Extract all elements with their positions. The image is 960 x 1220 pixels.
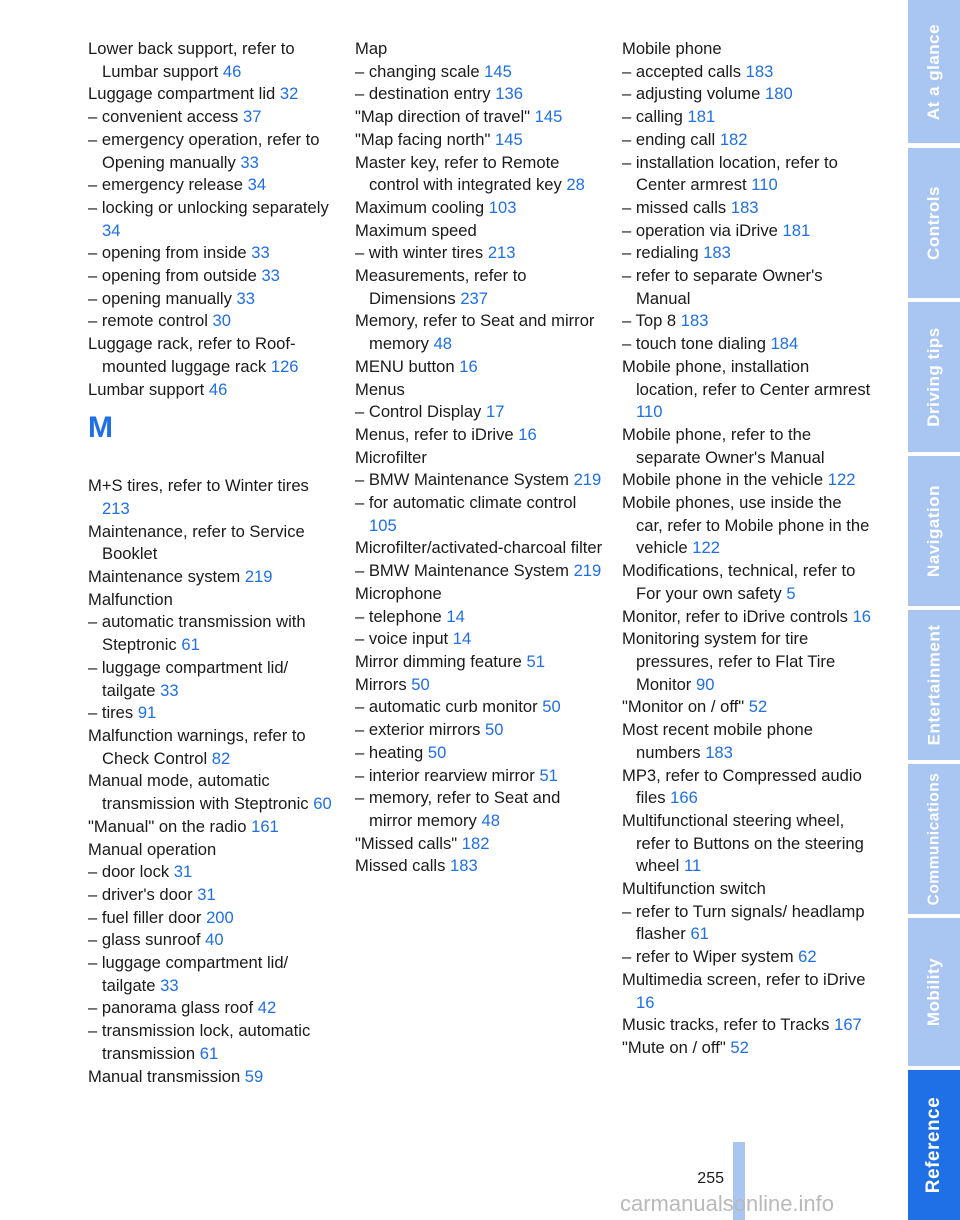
index-entry-text: Mirror dimming feature — [355, 651, 522, 671]
index-entry — [88, 106, 338, 129]
index-entry — [88, 38, 338, 83]
index-entry-text: Microphone — [355, 583, 442, 603]
index-entry-text: "Manual" on the radio — [88, 816, 247, 836]
page-reference-link[interactable]: 219 — [244, 567, 273, 587]
index-entry-text: – refer to Turn signals/ headlamp flasher — [622, 901, 865, 944]
index-entry — [622, 765, 872, 810]
index-entry-text: Music tracks, refer to Tracks — [622, 1015, 830, 1035]
page-reference-link[interactable]: 30 — [212, 311, 231, 331]
index-entry — [622, 38, 872, 61]
index-entry — [622, 152, 872, 197]
index-entry — [355, 560, 605, 583]
index-column-3 — [622, 38, 872, 1060]
index-entry — [622, 333, 872, 356]
index-entry-text: Menus, refer to iDrive — [355, 424, 514, 444]
index-entry — [88, 589, 338, 612]
index-entry-text: – opening from outside — [88, 266, 257, 286]
page-reference-link[interactable]: 40 — [205, 930, 224, 950]
page-reference-link[interactable]: 31 — [197, 884, 216, 904]
tab-reference[interactable] — [908, 1070, 960, 1220]
index-entry-text: "Monitor on / off" — [622, 697, 745, 717]
index-entry — [355, 719, 605, 742]
index-entry — [622, 719, 872, 764]
index-entry — [355, 674, 605, 697]
index-entry — [622, 106, 872, 129]
page-reference-link[interactable]: 145 — [495, 129, 523, 149]
index-entry — [355, 379, 605, 402]
page-reference-link[interactable]: 213 — [487, 243, 516, 263]
index-entry — [88, 702, 338, 725]
index-entry — [88, 174, 338, 197]
page-reference-link[interactable]: 14 — [452, 629, 472, 649]
tab-navigation[interactable] — [908, 456, 960, 606]
page-reference-link[interactable]: 200 — [206, 907, 234, 927]
index-entry-text: – telephone — [355, 606, 442, 626]
page-reference-link[interactable]: 28 — [566, 175, 585, 195]
page-reference-link[interactable]: 110 — [636, 402, 663, 422]
page-reference-link[interactable]: 33 — [160, 680, 179, 700]
page-number: 255 — [697, 1170, 724, 1187]
index-entry-text: Microfilter — [355, 447, 427, 467]
page-reference-link[interactable]: 46 — [208, 379, 228, 399]
index-entry-text: Multifunction switch — [622, 879, 766, 899]
page-reference-link[interactable]: 14 — [446, 606, 465, 626]
index-entry — [88, 242, 338, 265]
index-entry — [355, 310, 605, 355]
index-entry — [355, 242, 605, 265]
page-reference-link[interactable]: 184 — [770, 334, 799, 354]
index-entry — [622, 424, 872, 469]
tab-label: Mobility — [924, 957, 943, 1027]
index-entry — [355, 356, 605, 379]
index-entry-text: – opening manually — [88, 288, 232, 308]
index-entry — [88, 288, 338, 311]
page-reference-link[interactable]: 51 — [526, 651, 545, 671]
index-entry-text: – BMW Maintenance System — [355, 470, 569, 490]
index-entry-text: Malfunction warnings, refer to Check Control — [88, 725, 306, 768]
index-entry — [88, 884, 338, 907]
index-entry — [88, 475, 338, 520]
tab-label: Navigation — [924, 485, 943, 577]
index-entry-text: – ending call — [622, 129, 716, 149]
page-reference-link[interactable]: 145 — [484, 61, 512, 81]
page-reference-link[interactable]: 50 — [542, 697, 561, 717]
index-entry-text: Mobile phone — [622, 39, 722, 58]
index-entry — [88, 997, 338, 1020]
page-reference-link[interactable]: 5 — [786, 583, 796, 603]
index-entry — [88, 310, 338, 333]
index-entry-text: Menus — [355, 379, 405, 399]
index-entry-text: Mobile phone in the vehicle — [622, 470, 824, 490]
index-entry — [622, 969, 872, 1014]
index-entry — [622, 265, 872, 310]
index-entry — [355, 651, 605, 674]
page-reference-link[interactable]: 103 — [488, 197, 517, 217]
index-entry — [622, 1037, 872, 1060]
index-entry-text: Maintenance system — [88, 567, 241, 587]
index-entry-text: – adjusting volume — [622, 84, 761, 104]
index-entry-text: – operation via iDrive — [622, 220, 778, 240]
page-reference-link[interactable]: 213 — [102, 498, 130, 518]
index-entry-text: – interior rearview mirror — [355, 765, 535, 785]
page-reference-link[interactable]: 219 — [573, 470, 602, 490]
page-reference-link[interactable]: 61 — [199, 1043, 219, 1063]
page-reference-link[interactable]: 32 — [279, 84, 299, 104]
tab-label: Communications — [925, 772, 943, 906]
index-entry-text: Maximum cooling — [355, 197, 485, 217]
tab-label: At a glance — [924, 23, 944, 120]
index-entry-text: – convenient access — [88, 107, 239, 127]
page-reference-link[interactable]: 59 — [244, 1066, 264, 1086]
index-entry — [88, 816, 338, 839]
index-entry-text: – automatic curb monitor — [355, 697, 538, 717]
index-entry — [355, 197, 605, 220]
page-reference-link[interactable]: 46 — [222, 61, 242, 81]
section-tab-sidebar — [908, 0, 960, 1220]
index-entry-text: – driver's door — [88, 884, 193, 904]
tab-label: Driving tips — [924, 327, 944, 427]
index-entry-text: Mirrors — [355, 674, 407, 694]
page-reference-link[interactable]: 183 — [450, 856, 478, 876]
index-entry-text: – luggage compartment lid/ tailgate — [88, 953, 289, 995]
index-entry-text: Mobile phone, refer to the separate Owner's Manual — [622, 424, 825, 467]
tab-driving-tips[interactable] — [908, 302, 960, 452]
page-reference-link[interactable]: 16 — [518, 424, 537, 444]
index-entry-text: Manual operation — [88, 839, 217, 859]
index-entry — [355, 537, 605, 560]
page-reference-link[interactable]: 182 — [719, 129, 748, 149]
page-reference-link[interactable]: 31 — [173, 862, 193, 882]
page-reference-link[interactable]: 50 — [427, 742, 447, 762]
index-entry-text: – remote control — [88, 311, 208, 331]
index-entry — [622, 220, 872, 243]
page-reference-link[interactable]: 145 — [534, 107, 563, 127]
index-entry-text: – calling — [622, 107, 683, 127]
index-entry-text: MENU button — [355, 356, 455, 376]
index-entry-text: – tires — [88, 703, 134, 723]
index-entry — [355, 855, 605, 878]
index-entry — [88, 83, 338, 106]
index-entry — [622, 242, 872, 265]
index-entry — [355, 492, 605, 537]
index-entry — [355, 106, 605, 129]
page-reference-link[interactable]: 90 — [695, 674, 715, 694]
index-entry — [355, 447, 605, 470]
index-entry — [355, 583, 605, 606]
index-entry-text: – destination entry — [355, 84, 491, 104]
index-entry-text: – BMW Maintenance System — [355, 561, 569, 581]
page-reference-link[interactable]: 183 — [680, 311, 709, 331]
page-reference-link[interactable]: 180 — [765, 84, 793, 104]
page-reference-link[interactable]: 82 — [211, 748, 231, 768]
index-entry-text: – redialing — [622, 243, 699, 263]
page-reference-link[interactable]: 52 — [730, 1037, 749, 1057]
page-reference-link[interactable]: 11 — [683, 856, 702, 876]
page-reference-link[interactable]: 33 — [261, 266, 280, 286]
index-entry — [355, 61, 605, 84]
page-reference-link[interactable]: 16 — [636, 992, 655, 1012]
page-reference-link[interactable]: 166 — [670, 788, 698, 808]
page-reference-link[interactable]: 42 — [257, 998, 277, 1018]
index-entry — [622, 492, 872, 560]
index-entry-text: Microfilter/activated-charcoal filter — [355, 538, 603, 558]
index-entry — [355, 696, 605, 719]
index-entry — [355, 787, 605, 832]
index-entry-text: Modifications, technical, refer to For your own safety — [622, 561, 856, 603]
index-entry — [88, 929, 338, 952]
index-entry — [355, 628, 605, 651]
index-entry-text: Maintenance, refer to Service Booklet — [88, 521, 305, 564]
page-reference-link[interactable]: 34 — [247, 175, 267, 195]
index-entry — [88, 129, 338, 174]
index-entry-text: Missed calls — [355, 856, 446, 876]
page-reference-link[interactable]: 33 — [251, 243, 270, 263]
page-reference-link[interactable]: 50 — [485, 720, 504, 740]
index-entry-text: – accepted calls — [622, 61, 741, 81]
index-entry — [88, 657, 338, 702]
index-entry-text: – changing scale — [355, 61, 480, 81]
index-entry-text: Map — [355, 39, 388, 58]
page-reference-link[interactable]: 167 — [834, 1015, 862, 1035]
page-reference-link[interactable]: 33 — [236, 288, 256, 308]
page-reference-link[interactable]: 182 — [461, 833, 490, 853]
index-entry — [88, 265, 338, 288]
index-entry — [622, 628, 872, 696]
index-column-1 — [88, 38, 338, 1088]
index-entry-text: Measurements, refer to Dimensions — [355, 266, 527, 308]
index-entry-text: "Map facing north" — [355, 129, 491, 149]
index-entry-text: – emergency release — [88, 175, 243, 195]
tab-label: Controls — [924, 186, 944, 260]
page-reference-link[interactable]: 52 — [748, 697, 768, 717]
index-entry-text: "Map direction of travel" — [355, 107, 531, 127]
page-reference-link[interactable]: 183 — [705, 742, 733, 762]
index-entry — [355, 401, 605, 424]
index-entry — [88, 725, 338, 770]
index-entry-text: – missed calls — [622, 197, 727, 217]
page-reference-link[interactable]: 51 — [539, 765, 558, 785]
index-entry — [355, 220, 605, 243]
index-entry-text: – emergency operation, refer to Opening manually — [88, 129, 320, 172]
index-entry-text: – refer to Wiper system — [622, 947, 794, 967]
index-entry-text: Luggage compartment lid — [88, 84, 276, 104]
page-reference-link[interactable]: 126 — [270, 356, 299, 376]
index-entry — [88, 907, 338, 930]
index-entry-text: Lower back support, refer to Lumbar support — [88, 39, 295, 81]
index-entry-text: Malfunction — [88, 589, 173, 609]
index-entry — [88, 333, 338, 378]
index-entry — [88, 1020, 338, 1065]
index-entry-text: – installation location, refer to Center armrest — [622, 152, 838, 195]
index-entry-text: – Control Display — [355, 402, 482, 422]
tab-mobility[interactable] — [908, 918, 960, 1066]
page-reference-link[interactable]: 17 — [485, 402, 505, 422]
page-reference-link[interactable]: 91 — [137, 703, 157, 723]
index-entry — [88, 861, 338, 884]
index-entry-text: Maximum speed — [355, 220, 477, 240]
page-reference-link[interactable]: 61 — [690, 924, 709, 944]
index-entry-text: Most recent mobile phone numbers — [622, 720, 813, 762]
index-column-2 — [355, 38, 605, 878]
page-reference-link[interactable]: 16 — [852, 606, 872, 626]
page-reference-link[interactable]: 37 — [242, 107, 262, 127]
index-entry-text: Manual mode, automatic transmission with Steptronic — [88, 771, 309, 814]
index-entry-text: – heating — [355, 742, 424, 762]
section-letter-heading: M — [88, 411, 113, 445]
tab-label: Entertainment — [924, 624, 944, 746]
index-entry — [355, 38, 605, 61]
index-entry-text: – luggage compartment lid/ tailgate — [88, 657, 289, 700]
page-reference-link[interactable]: 110 — [751, 175, 778, 195]
index-entry — [88, 611, 338, 656]
page-reference-link[interactable]: 105 — [369, 515, 397, 535]
index-entry — [622, 197, 872, 220]
index-entry-text: "Missed calls" — [355, 833, 458, 853]
page-reference-link[interactable]: 33 — [240, 152, 259, 172]
page-reference-link[interactable]: 183 — [745, 61, 774, 81]
index-entry — [355, 606, 605, 629]
index-entry — [355, 129, 605, 152]
index-entry — [355, 83, 605, 106]
index-entry-text: – fuel filler door — [88, 907, 202, 927]
index-entry — [622, 901, 872, 946]
index-entry-text: Master key, refer to Remote control with integrated key — [355, 152, 562, 195]
page-reference-link[interactable]: 181 — [687, 107, 716, 127]
index-entry — [88, 770, 338, 815]
page-reference-link[interactable]: 183 — [730, 197, 759, 217]
index-entry-text: Luggage rack, refer to Roof-mounted luggage rack — [88, 334, 296, 376]
page-reference-link[interactable]: 33 — [160, 975, 179, 995]
page-reference-link[interactable]: 183 — [703, 243, 731, 263]
index-entry-text: Manual transmission — [88, 1066, 241, 1086]
page-reference-link[interactable]: 62 — [798, 947, 817, 967]
index-entry-text: Monitoring system for tire pressures, refer to Flat Tire Monitor — [622, 629, 836, 694]
index-entry-text: – automatic transmission with Steptronic — [88, 612, 306, 655]
index-entry — [88, 1066, 338, 1089]
page-reference-link[interactable]: 50 — [411, 674, 430, 694]
index-entry — [622, 606, 872, 629]
index-entry — [355, 152, 605, 197]
tab-label: Reference — [923, 1096, 945, 1194]
index-entry — [88, 197, 338, 242]
index-entry-text: – opening from inside — [88, 243, 247, 263]
index-entry-text: Lumbar support — [88, 379, 205, 399]
index-entry-text: – touch tone dialing — [622, 334, 766, 354]
tab-entertainment[interactable] — [908, 610, 960, 760]
index-entry — [622, 310, 872, 333]
index-entry — [622, 878, 872, 901]
page-reference-link[interactable]: 34 — [102, 220, 121, 240]
index-entry-text: – refer to separate Owner's Manual — [622, 266, 823, 308]
index-entry-text: – locking or unlocking separately — [88, 197, 329, 217]
index-entry — [355, 742, 605, 765]
index-entry-text: – memory, refer to Seat and mirror memory — [355, 788, 561, 830]
index-entry-text: – with winter tires — [355, 243, 484, 263]
index-entry-text: M+S tires, refer to Winter tires — [88, 476, 309, 496]
index-entry-text: Mobile phone, installation location, refer to Center armrest — [622, 356, 871, 399]
index-entry-text: Multifunctional steering wheel, refer to Buttons on the steering wheel — [622, 810, 864, 876]
page-reference-link[interactable]: 219 — [573, 561, 602, 581]
page-reference-link[interactable]: 237 — [460, 288, 489, 308]
index-entry-text: – panorama glass roof — [88, 998, 254, 1018]
index-entry-text: Mobile phones, use inside the car, refer to Mobile phone in the vehicle — [622, 493, 870, 558]
index-entry — [622, 810, 872, 878]
index-entry — [88, 379, 338, 402]
index-entry — [622, 356, 872, 424]
page-reference-link[interactable]: 61 — [181, 635, 200, 655]
index-entry — [88, 839, 338, 862]
index-entry-text: Multimedia screen, refer to iDrive — [622, 969, 866, 989]
index-entry — [355, 265, 605, 310]
index-entry-text: – glass sunroof — [88, 930, 201, 950]
watermark: carmanualsonline.info — [620, 1191, 835, 1216]
index-entry-text: – voice input — [355, 629, 449, 649]
index-entry-text: "Mute on / off" — [622, 1037, 726, 1057]
page-reference-link[interactable]: 181 — [782, 220, 811, 240]
index-entry-text: MP3, refer to Compressed audio files — [622, 765, 862, 808]
index-entry-text: – exterior mirrors — [355, 720, 481, 740]
page-reference-link[interactable]: 48 — [433, 334, 453, 354]
index-entry — [88, 566, 338, 589]
index-entry — [355, 424, 605, 447]
index-entry — [622, 61, 872, 84]
index-entry-text: Memory, refer to Seat and mirror memory — [355, 311, 595, 354]
index-entry — [88, 952, 338, 997]
index-entry — [355, 833, 605, 856]
page-reference-link[interactable]: 161 — [251, 816, 279, 836]
index-entry — [355, 765, 605, 788]
index-entry-text: – for automatic climate control — [355, 493, 577, 513]
index-entry — [622, 83, 872, 106]
index-entry — [622, 696, 872, 719]
index-entry — [88, 521, 338, 566]
index-entry-text: – transmission lock, automatic transmission — [88, 1021, 311, 1063]
page-reference-link[interactable]: 48 — [481, 810, 500, 830]
tab-controls[interactable] — [908, 148, 960, 298]
index-entry — [622, 129, 872, 152]
page-reference-link[interactable]: 122 — [692, 538, 720, 558]
page-reference-link[interactable]: 16 — [459, 356, 478, 376]
index-entry — [622, 946, 872, 969]
page-reference-link[interactable]: 136 — [495, 84, 523, 104]
index-entry — [622, 560, 872, 605]
page-reference-link[interactable]: 60 — [313, 794, 332, 814]
index-entry-text: Monitor, refer to iDrive controls — [622, 606, 848, 626]
index-entry — [622, 1014, 872, 1037]
page-reference-link[interactable]: 122 — [827, 470, 856, 490]
index-entry — [622, 469, 872, 492]
index-entry-text: – Top 8 — [622, 311, 677, 331]
index-entry-text: – door lock — [88, 862, 170, 882]
tab-at-a-glance[interactable] — [908, 0, 960, 143]
index-entry — [355, 469, 605, 492]
tab-communications[interactable] — [908, 764, 960, 914]
